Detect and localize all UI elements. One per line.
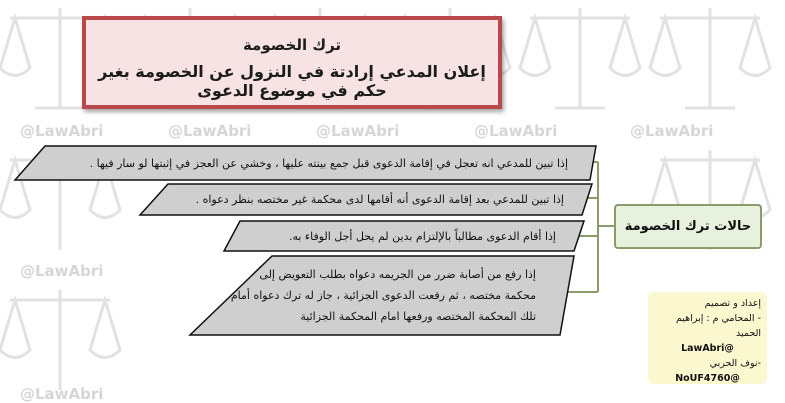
credits-handle-1: @LawAbri <box>681 343 734 354</box>
central-topic-box: حالات ترك الخصومة <box>614 204 762 249</box>
case-text-3: إذا أقام الدعوى مطالباً بالإلتزام بدين لم يحل أجل الوفاء به. <box>288 229 556 243</box>
watermark: @LawAbri <box>20 385 104 403</box>
case-text-4-line-2: محكمة مختصه ، ثم رفعت الدعوى الجزائية ، جاز له ترك دعواه أمام <box>230 289 536 302</box>
page-subtitle: إعلان المدعي إرادتة في النزول عن الخصومة بغير حكم في موضوع الدعوى <box>98 62 486 100</box>
watermark: @LawAbri <box>168 122 252 140</box>
watermark: @LawAbri <box>316 122 400 140</box>
credits-author-1: - المحامي م : إبراهيم الحميد <box>675 313 761 339</box>
watermark: @LawAbri <box>20 262 104 280</box>
case-text-4-line-1: إذا رفع من أصابة ضرر من الجريمه دعواه بطلب التعويض إلى <box>259 268 536 281</box>
case-item-2 <box>160 184 592 215</box>
page-title: ترك الخصومة <box>242 36 342 54</box>
credits-heading: إعداد و تصميم <box>704 298 761 309</box>
case-item-3 <box>236 221 584 251</box>
watermark: @LawAbri <box>20 122 104 140</box>
title-box <box>82 16 502 109</box>
case-text-2: إذا تبين للمدعي بعد إقامة الدعوى أنه أقامها لدى محكمة غير مختصه بنظر دعواه . <box>195 193 564 206</box>
watermark: @LawAbri <box>630 122 714 140</box>
case-item-4 <box>200 256 574 335</box>
credits-handle-2: @NoUF4760 <box>675 373 740 384</box>
credits-box <box>648 292 767 384</box>
case-text-1: إذا تبين للمدعي انه تعجل في إقامة الدعوى قبل جمع بينته عليها ، وخشي عن العجز في إثبتها لو سار فيها . <box>89 156 568 170</box>
case-text-4-line-3: تلك المحكمة المختصه ورفعها امام المحكمة الجزائية <box>300 310 536 323</box>
case-item-1 <box>40 146 596 180</box>
credits-author-2: -نوف الحربي <box>709 358 761 369</box>
watermark: @LawAbri <box>474 122 558 140</box>
